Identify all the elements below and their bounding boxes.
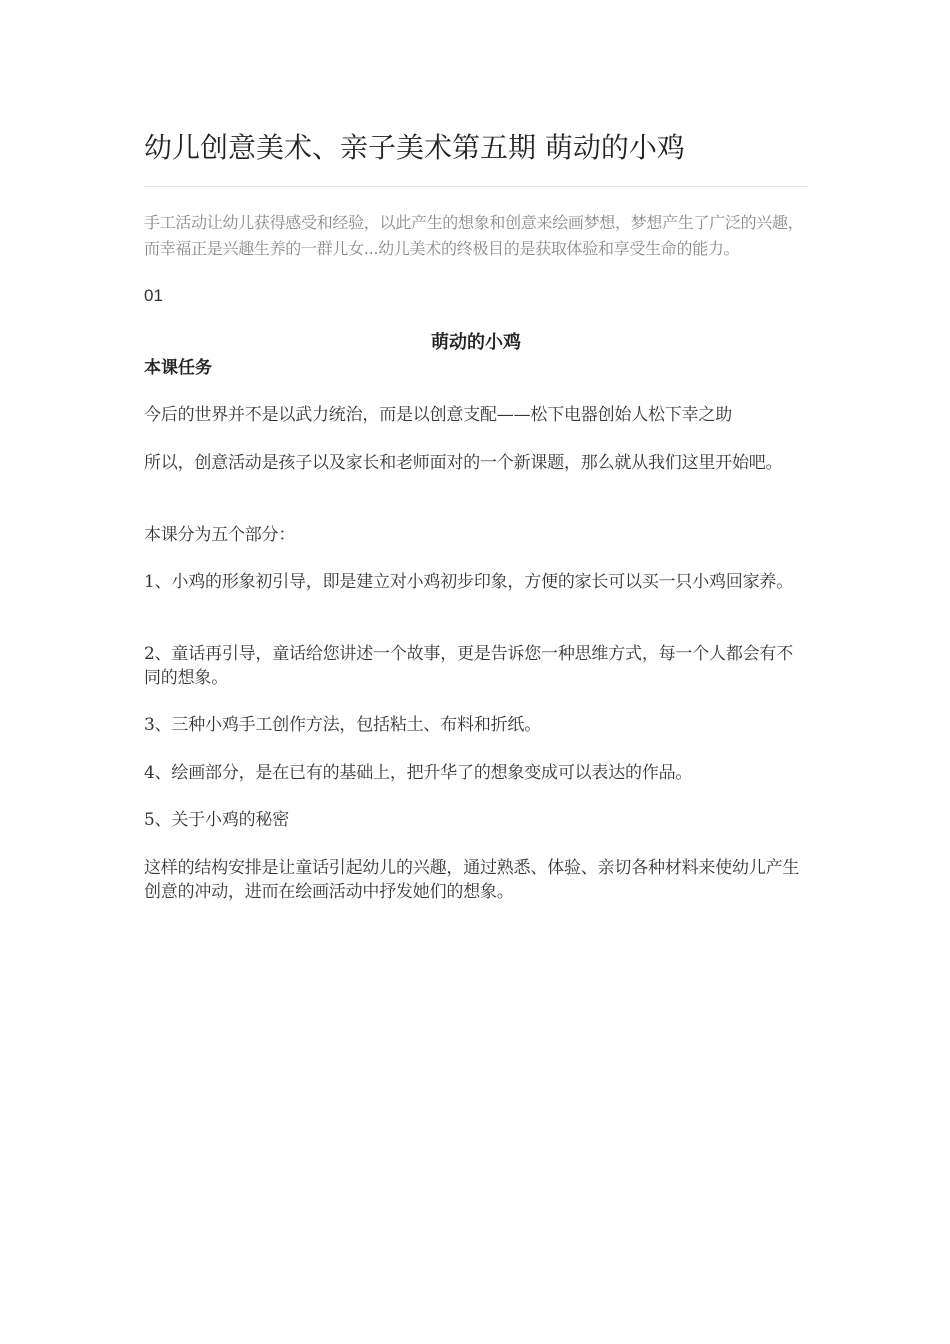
list-item-part-3: 3、三种小鸡手工创作方法，包括粘土、布料和折纸。 (144, 715, 542, 735)
list-item-part-1: 1、小鸡的形象初引导，即是建立对小鸡初步印象，方便的家长可以买一只小鸡回家养。 (144, 572, 794, 592)
lesson-task-heading: 本课任务 (144, 358, 212, 378)
paragraph-quote: 今后的世界并不是以武力统治，而是以创意支配——松下电器创始人松下幸之助 (144, 405, 732, 425)
paragraph-parts-lead: 本课分为五个部分： (144, 525, 296, 545)
list-item-part-4: 4、绘画部分，是在已有的基础上，把升华了的想象变成可以表达的作品。 (144, 763, 693, 783)
article-summary: 手工活动让幼儿获得感受和经验，以此产生的想象和创意来绘画梦想，梦想产生了广泛的兴趣，而幸福正是兴趣生养的一群儿女...幼儿美术的终极目的是获取体验和享受生命的能力。 (144, 213, 804, 258)
title-divider (144, 186, 808, 187)
section-number: 01 (144, 286, 163, 305)
paragraph-intro: 所以，创意活动是孩子以及家长和老师面对的一个新课题，那么就从我们这里开始吧。 (144, 453, 783, 473)
list-item-part-2: 2、童话再引导，童话给您讲述一个故事，更是告诉您一种思维方式，每一个人都会有不同的想象。 (144, 644, 794, 688)
paragraph-conclusion: 这样的结构安排是让童话引起幼儿的兴趣，通过熟悉、体验、亲切各种材料来使幼儿产生创意的冲动，进而在绘画活动中抒发她们的想象。 (144, 858, 800, 902)
article-title: 幼儿创意美术、亲子美术第五期 萌动的小鸡 (144, 131, 685, 164)
section-heading: 萌动的小鸡 (431, 332, 521, 353)
list-item-part-5: 5、关于小鸡的秘密 (144, 810, 290, 830)
